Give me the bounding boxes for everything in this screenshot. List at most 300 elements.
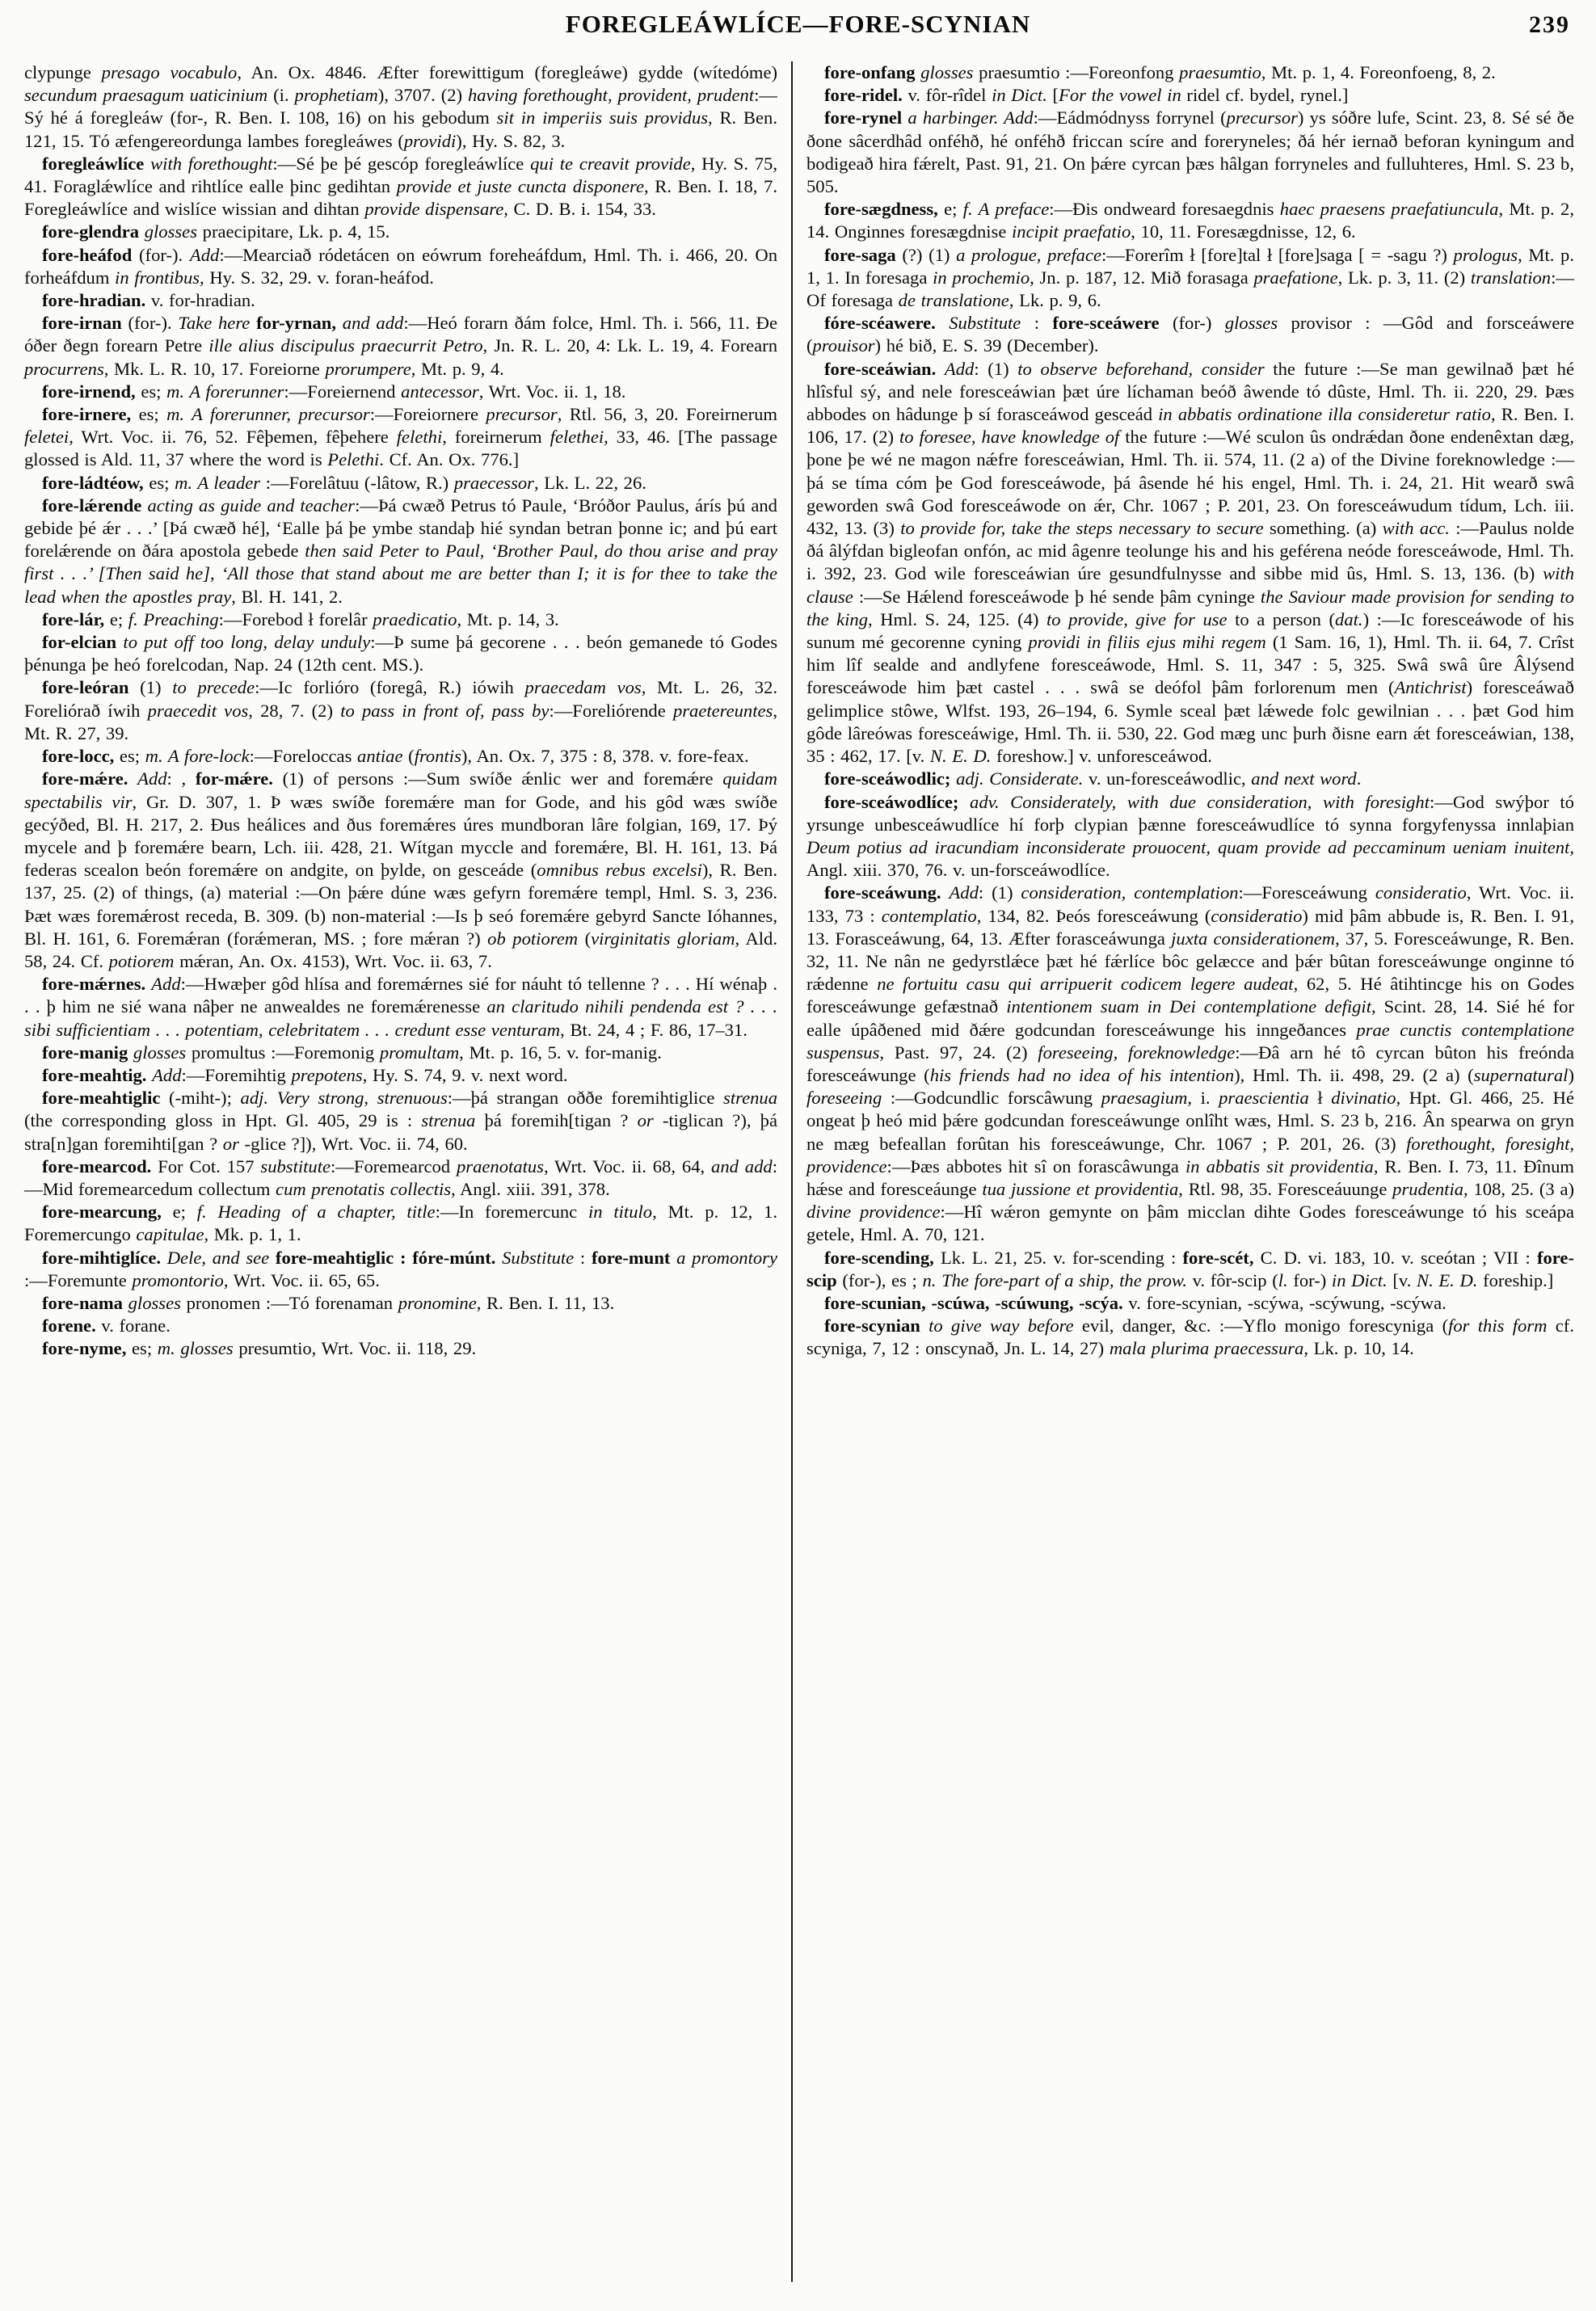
entry-text-segment: glosses [133,1042,192,1063]
entry-text-segment: to put off too long, delay unduly [123,632,371,653]
entry-text-segment: , Wrt. Voc. ii. 65, 65. [223,1269,380,1290]
entry-text-segment: (for-). [128,313,179,334]
entry-text-segment: , Lk. p. 9, 6. [1009,290,1101,311]
entry-text-segment: f. Heading of a chapter, title [196,1202,436,1223]
entry-headword: for-elcian [42,632,124,653]
entry-text-segment: glosses [128,1292,187,1313]
entry-text-segment: ( [402,746,415,767]
entry-text-segment: ) [1568,1064,1574,1085]
dictionary-entry [24,1064,777,1087]
entry-headword: fore-meahtiglic : fóre-múnt. [275,1247,503,1268]
entry-text-segment: , Mk. p. 1, 1. [204,1224,301,1245]
entry-text-segment: , Past. 97, 24. (2) [879,1042,1038,1063]
dictionary-entry [806,768,1574,790]
entry-text-segment: to precede [172,677,255,698]
entry-text-segment: strenua [723,1088,777,1109]
entry-text-segment: adj. Considerate. [956,768,1084,789]
dictionary-entry [806,312,1574,357]
entry-text-segment: m. A forerunner [166,381,284,402]
entry-text-segment: þá foremih[tigan ? [475,1110,638,1131]
entry-headword: fore-mǽre. [42,768,138,789]
entry-text-segment: cf. scyniga, 7, 12 : onscynað, Jn. L. 14, 27) [806,1315,1574,1359]
entry-text-segment: , Angl. xiii. 391, 378. [451,1178,610,1199]
entry-text-segment: (the corresponding gloss in Hpt. Gl. 405, 29 is : [24,1110,422,1131]
entry-text-segment: C. D. vi. 183, 10. v. sceótan ; VII : [1260,1247,1537,1268]
entry-text-segment: -glice ?]), Wrt. Voc. ii. 74, 60. [238,1133,468,1154]
entry-text-segment: Add [152,1064,182,1085]
entry-headword: fóre-scéawere. [824,313,950,334]
entry-text-segment: foreship.] [1477,1269,1554,1290]
entry-text-segment: ) :—Ic foresceáwode of his sunum mé gecorenne cyning [806,608,1574,653]
entry-text-segment: to give way before [929,1315,1074,1337]
entry-text-segment: to a person ( [1227,608,1336,629]
entry-text-segment: Add [189,244,220,265]
entry-text-segment: f. A preface [962,199,1050,220]
entry-text-segment: m. glosses [157,1338,239,1359]
entry-text-segment: cum prenotatis collectis [276,1178,452,1199]
dictionary-entry [24,1315,777,1337]
entry-text-segment: m. A leader [175,472,261,493]
entry-text-segment: in Dict. [992,85,1047,106]
entry-text-segment: For the vowel in [1059,85,1187,106]
entry-text-segment: prophetiam [294,85,378,106]
entry-text-segment: prae cunctis contemplatione suspensus [806,1019,1574,1063]
entry-text-segment: v. fore-scynian, -scýwa, -scýwung, -scýwa. [1128,1292,1447,1313]
entry-headword: fore-mearcod. [42,1156,158,1177]
entry-text-segment: :—þá strangan oððe foremihtiglice [447,1088,724,1109]
entry-text-segment: :—Sé þe þé gescóp foregleáwlíce [272,153,531,174]
entry-text-segment: praecedam vos [524,677,642,698]
dictionary-entry [24,312,777,381]
dictionary-entry [806,84,1574,107]
entry-text-segment: prepotens [291,1064,363,1085]
dictionary-entry [24,1247,777,1292]
entry-text-segment: , Lk. L. 22, 26. [533,472,646,493]
entry-headword: fore-hradian. [42,290,151,311]
entry-headword: fore-lár, [42,608,110,629]
entry-text-segment: , 108, 25. (3 a) [1463,1178,1574,1199]
entry-text-segment: e; [109,608,128,629]
entry-text-segment: a harbinger. Add [907,107,1034,128]
entry-text-segment: tua jussione et providentia [982,1178,1179,1199]
entry-headword: fore-manig [42,1042,133,1063]
entry-headword: fore-glendra [42,221,145,242]
entry-text-segment: Dele, and see [166,1247,276,1268]
entry-text-segment: adv. Considerately, with due consideration, with foresight [970,791,1430,812]
entry-text-segment: potiorem [108,950,175,971]
entry-text-segment: a promontory [676,1247,777,1268]
entry-text-segment: ) foresceáwað gelimplice stôwe, Wlfst. 193, 26–194, 6. Symle sceal þæt lǽwede folc gewilnian . . . þæt God him gôde lâreówas foresceáwige, Hml. Th. ii. 530, 22. God mæg unc þurh ðisne earn ǽt foresceáwian, 138, 35 : 462, 17. [v. [806,677,1574,767]
entry-text-segment: es; [132,1338,158,1359]
entry-text-segment: ), Hy. S. 82, 3. [456,130,566,151]
entry-headword: fore-scunian, -scúwa, -scúwung, -scýa. [824,1292,1129,1313]
entry-headword: fore-mǽrnes. [42,974,152,995]
entry-text-segment: Add [137,768,167,789]
dictionary-entry [24,289,777,312]
entry-text-segment: :—Foreiernend [284,381,402,402]
entry-text-segment: v. forane. [101,1315,171,1337]
entry-text-segment: :—Hwæþer gôd hlísa and foremǽrnes sié for náuht tó tellenne ? . . . Hí wénaþ . . . þ him ne sié wana nâþer ne anwealdes ne foremǽrenesse [24,974,778,1017]
entry-text-segment: precursor [1226,107,1298,128]
page-title: FOREGLEÁWLÍCE—FORE-SCYNIAN [565,10,1031,38]
entry-text-segment: es; [119,746,145,767]
entry-text-segment: :—Godcundlic forscâwung [882,1088,1101,1109]
entry-text-segment: : [574,1247,592,1268]
entry-headword: for-mǽre. [195,768,283,789]
entry-text-segment: providi in filiis ejus mihi regem [1028,632,1266,653]
entry-text-segment: :—God swýþor tó yrsunge unbesceáwudlíce hí forþ clypian þænne foresceáwudlíce tó synna forgyfenyssa innlaþian [806,791,1574,835]
entry-text-segment: , An. Ox. 4846. Æfter forewittigum (foregleáwe) gydde (wítedóme) [237,62,777,82]
entry-text-segment: (i. [267,85,295,106]
entry-text-segment: (for-). [139,244,190,265]
entry-text-segment: :—Foreloccas [249,746,358,767]
entry-text-segment: , 28, 7. (2) [248,700,341,721]
entry-text-segment: :—Foreiornere [369,404,486,425]
entry-text-segment: de translatione [898,290,1009,311]
entry-text-segment: his friends had no idea of his intention [929,1064,1235,1085]
entry-text-segment: , Wrt. Voc. ii. 76, 52. Fêþemen, fêþehere [69,427,397,448]
entry-text-segment: , Wrt. Voc. ii. 133, 73 : [806,882,1574,926]
entry-text-segment: in abbatis sit providentia [1185,1156,1374,1177]
entry-text-segment: mǽran, An. Ox. 4153), Wrt. Voc. ii. 63, 7. [174,950,492,971]
dictionary-entry [24,381,777,403]
entry-headword: fore-mihtiglíce. [42,1247,167,1268]
entry-text-segment: provisor : —Gôd and forsceáwere ( [806,313,1574,356]
entry-text-segment: presago vocabulo [101,62,238,82]
dictionary-entry [806,198,1574,243]
entry-text-segment: Substitute [502,1247,575,1268]
entry-text-segment: Add [151,974,181,995]
entry-text-segment: , Rtl. 98, 35. Foresceáuunge [1178,1178,1393,1199]
entry-text-segment: :—Ðâ arn hé tô cyrcan bûton his freónda foresceáwunge ( [806,1042,1574,1085]
entry-text-segment: clypunge [24,62,102,82]
entry-headword: fore-locc, [42,746,120,767]
entry-text-segment: promultus :—Foremonig [191,1042,380,1063]
entry-text-segment: a prologue, preface [956,244,1102,265]
page-header [0,0,1596,60]
entry-text-segment: , R. Ben. 121, 15. Tó æfengereordunga lambes foregleáwes ( [24,107,777,151]
entry-headword: fore-ládtéow, [42,472,149,493]
entry-text-segment: to provide, give for use [1046,608,1228,629]
entry-text-segment: ) ys sóðre lufe, Scint. 23, 8. Sé sé ðe ðone sâcerdhâd onféhð, hé onféhð friccan scíre and foreryneles; ðá hér iernað beforan kyningum and bodigeað hira fǽrelt, Past. 91, 21. On þǽre cyrcan þæs hâlgan forryneles and fulluhteres, Hml. S. 23 b, 505. [806,107,1575,197]
entry-text-segment: , Mt. p. 12, 1. Foremercungo [24,1202,777,1245]
entry-text-segment: Deum potius ad iracundiam inconsiderate prouocent, quam provide ad peccaminum ueniam inuitent [806,836,1570,857]
entry-text-segment: for this form [1448,1315,1548,1337]
entry-text-segment: or [222,1133,239,1154]
entry-text-segment: :—Foremearcod [331,1156,457,1177]
entry-text-segment: -tiglican ?), þá stra[n]gan foremihti[gan ? [24,1110,778,1154]
entry-text-segment: :—Þæs abbotes hit sî on forascâwunga [886,1156,1185,1177]
entry-text-segment: in titulo [588,1202,653,1223]
dictionary-entry [806,791,1574,882]
entry-text-segment: to provide for, take the steps necessary to secure [900,518,1264,539]
entry-text-segment: :—Eádmódnyss forrynel ( [1033,107,1227,128]
dictionary-entry [806,1247,1574,1292]
entry-text-segment: quidam spectabilis vir [24,768,777,812]
entry-headword: fore-sceáwere [1052,313,1173,334]
dictionary-entry [24,403,777,472]
entry-text-segment: forethought, foresight, providence [806,1133,1574,1177]
entry-headword: fore-lǽrende [42,495,148,516]
entry-text-segment: : , [166,768,196,789]
entry-text-segment: n. The fore-part of a ship, the prow. [922,1269,1187,1290]
entry-headword: fore-scending, [824,1247,941,1268]
entry-text-segment: providi [403,130,457,151]
entry-text-segment: glosses [920,62,979,82]
entry-text-segment: procurrens [24,358,104,379]
entry-text-segment: an claritudo nihili pendenda est ? . . . sibi sufficientiam . . . potentiam, celebritatem . . . credunt esse venturam [24,996,777,1040]
entry-headword: fore-heáfod [42,244,140,265]
entry-text-segment: , R. Ben. I. 106, 17. (2) [806,404,1574,448]
entry-text-segment: praecessor [453,472,534,493]
entry-text-segment: , foreirnerum [442,427,550,448]
entry-text-segment: promultam [379,1042,460,1063]
entry-headword: fore-meahtiglic [42,1088,170,1109]
entry-headword: fore-irnere, [42,404,139,425]
entry-text-segment: ( [578,928,592,949]
dictionary-entry [806,244,1574,313]
entry-text-segment: , Hml. S. 24, 125. (4) [868,608,1046,629]
entry-text-segment: ), Hml. Th. ii. 498, 29. (2 a) ( [1234,1064,1474,1085]
entry-text-segment: :—In foremercunc [435,1202,588,1223]
entry-text-segment: [v. [1387,1269,1417,1290]
entry-text-segment: , Hy. S. 32, 29. v. foran-heáfod. [200,267,434,288]
entry-text-segment: with clause [806,563,1574,607]
entry-text-segment: Add [949,882,979,903]
entry-headword: fore-nyme, [42,1338,133,1359]
entry-text-segment: , 134, 82. Þeós foresceáwung ( [976,905,1211,926]
entry-text-segment: qui te creavit provide [530,153,691,174]
entry-text-segment: v. for-hradian. [150,290,255,311]
entry-text-segment: (?) (1) [902,244,957,265]
dictionary-entry [806,358,1574,768]
entry-text-segment: , Jn. R. L. 20, 4: Lk. L. 19, 4. Forearn [482,335,777,356]
entry-text-segment: prologus [1453,244,1518,265]
entry-text-segment: pronomen :—Tó forenaman [186,1292,398,1313]
entry-text-segment: haec praesens praefatiuncula [1279,199,1499,220]
entry-text-segment: Take here [178,313,257,334]
dictionary-entry [806,1292,1574,1315]
entry-text-segment: feletei [24,427,69,448]
entry-text-segment: : [1021,313,1053,334]
dictionary-entry [24,973,777,1042]
entry-text-segment: , Ald. 58, 24. Cf. [24,928,777,971]
entry-headword: fore-scét, [1182,1247,1261,1268]
entry-headword: fore-saga [824,244,903,265]
entry-text-segment: , Mk. L. R. 10, 17. Foreiorne [103,358,326,379]
entry-text-segment: secundum praesagum uaticinium [24,85,268,106]
entry-text-segment: , Lk. p. 3, 11. (2) [1337,267,1471,288]
entry-text-segment: with acc. [1382,518,1450,539]
entry-text-segment: consideratio [1211,905,1303,926]
entry-text-segment: es; [138,404,167,425]
entry-text-segment: :—Forebod ł forelâr [218,608,373,629]
entry-text-segment: , R. Ben. I. 18, 7. Foregleáwlíce and wislíce wissian and dihtan [24,176,778,220]
entry-text-segment: antecessor [401,381,479,402]
entry-text-segment: provide et juste cuncta disponere [396,176,644,197]
entry-text-segment: in abbatis ordinatione illa consideretur ratio [1158,404,1491,425]
entry-text-segment: :—Foreliórende [549,700,673,721]
entry-text-segment: , Mt. L. 26, 32. Foreliórað íwih [24,677,778,721]
entry-text-segment: and add [711,1156,773,1177]
dictionary-entry [24,472,777,495]
entry-text-segment: [ [1046,85,1059,106]
entry-text-segment: ) hé bið, E. S. 39 (December). [874,335,1099,356]
entry-text-segment: praescientia [1219,1088,1309,1109]
entry-text-segment: e; [172,1202,197,1223]
entry-text-segment: , i. [1187,1088,1219,1109]
entry-text-segment: to observe beforehand, consider [1017,358,1265,379]
entry-text-segment: capitulae [136,1224,204,1245]
dictionary-entry [24,1042,777,1064]
entry-text-segment: . [1356,768,1362,789]
entry-text-segment: for-) [1287,1269,1332,1290]
dictionary-entry [806,61,1574,84]
entry-text-segment: :—Se Hǽlend foresceáwode þ hé sende þâm cyninge [853,586,1261,607]
entry-text-segment: , R. Ben. I. 11, 13. [476,1292,615,1313]
entry-text-segment: , Hpt. Gl. 466, 25. Hé ongeat þ heó mid þǽre godcundan foresceáwunge onlîht wæs, Hml. S. 23 b, 216. Ân spearwa on gryn ne mæg befeallan forûtan his foresceáwunge, Chr. 1067 ; P. 201, 26. (3) [806,1088,1574,1154]
entry-text-segment: m. A fore-lock [145,746,250,767]
dictionary-entry [806,1315,1574,1360]
entry-text-segment: :—Of foresaga [806,267,1574,311]
entry-text-segment: something. (a) [1263,518,1383,539]
entry-text-segment: , Mt. p. 9, 4. [411,358,504,379]
entry-headword: fore-scip [806,1247,1574,1290]
dictionary-entry [24,1201,777,1246]
entry-text-segment: juxta considerationem [1171,928,1336,949]
dictionary-entry [24,608,777,631]
dictionary-entry [24,768,777,973]
entry-text-segment: pronomine [398,1292,477,1313]
entry-headword: fore-sceáwung. [824,882,950,903]
entry-text-segment: evil, danger, &c. :—Yflo monigo forescyniga ( [1073,1315,1449,1337]
entry-text-segment: the future :—Se man gewilnað þæt hé hlîsful sý, and nele foresceáwian þæt úre líchaman beóð âwende tó dûste, Hml. Th. ii. 220, 29. Þæs abbodes on hâdunge þ sí forasceáwod gesceád [806,358,1574,425]
entry-text-segment: incipit praefatio [1012,221,1131,242]
entry-text-segment: :—Mid foremearcedum collectum [24,1156,777,1199]
entry-text-segment: , 62, 5. Hé âtihtincge his on Godes foresceáwunge gefæstnað [806,974,1574,1017]
entry-text-segment: v. un-foresceáwodlic, [1083,768,1252,789]
entry-text-segment: the Saviour made provision for sending to the king [806,586,1574,629]
entry-text-segment: , Jn. p. 187, 12. Mið forasaga [1030,267,1254,288]
entry-headword: for-yrnan, [256,313,343,334]
entry-text-segment: :—Paulus nolde ðá âlýfdan bigleofan onfón, ac mid âgenre teolunge his and his geférena neóde foresceáwode, Hml. Th. i. 392, 23. God wile foresceáwian úre gesundfulnysse and sibbe mid ûs, Hml. S. 13, 136. (b) [806,518,1574,584]
entry-text-segment: praenotatus [457,1156,544,1177]
entry-text-segment: praesagium [1101,1088,1188,1109]
entry-text-segment: ł [1308,1088,1332,1109]
entry-text-segment: contemplatio [881,905,977,926]
entry-text-segment: ridel cf. bydel, rynel.] [1186,85,1349,106]
entry-text-segment: in prochemio [933,267,1030,288]
entry-text-segment: , Scint. 28, 14. Sié hé for ealle úpâðened mid ðǽre godcundan foresceáwunge his inngeðances [806,996,1574,1040]
dictionary-entry [24,1087,777,1156]
entry-text-segment: and next word [1251,768,1357,789]
entry-text-segment: :—Foremunte [24,1269,133,1290]
entry-text-segment: ), R. Ben. 137, 25. (2) of things, (a) material :—On þǽre dúne wæs gefyrn foremǽre templ, Hml. S. 3, 236. Þæt wæs foremǽrost receda, B. 309. (b) non-material :—Is þ seó foremǽre gebyrd Sancte Ióhannes, Bl. H. 161, 6. Foremǽran (forǽmeran, MS. ; fore mǽran ?) [24,860,778,949]
entry-text-segment: :—Sý hé á foregleáw (for-, R. Ben. I. 108, 16) on his gebodum [24,85,777,128]
entry-text-segment: es; [141,381,167,402]
entry-headword: fore-scynian [824,1315,929,1337]
entry-text-segment: dat. [1335,608,1363,629]
entry-text-segment: sit in imperiis suis providus [496,107,709,128]
entry-text-segment: frontis [414,746,461,767]
dictionary-entry [806,107,1574,198]
entry-text-segment: consideration, contemplation [1021,882,1239,903]
entry-text-segment: , Bt. 24, 4 ; F. 86, 17–31. [560,1019,747,1040]
dictionary-entry [24,153,777,221]
dictionary-entry [24,495,777,608]
entry-text-segment: adj. Very strong, strenuous [240,1088,448,1109]
entry-text-segment: substitute [260,1156,331,1177]
entry-text-segment: (-miht-); [169,1088,241,1109]
entry-text-segment: , Wrt. Voc. ii. 68, 64, [543,1156,712,1177]
dictionary-entry [806,882,1574,1246]
dictionary-entry [24,244,777,289]
entry-text-segment: glosses [144,221,203,242]
entry-text-segment: , Rtl. 56, 3, 20. Foreirnerum [557,404,777,425]
entry-text-segment: l. [1278,1269,1288,1290]
entry-text-segment: , Mt. p. 14, 3. [457,608,559,629]
entry-text-segment: , Mt. p. 1, 1. In foresaga [806,244,1574,288]
entry-text-segment: strenua [421,1110,476,1131]
dictionary-entry [24,1156,777,1201]
entry-headword: fore-meahtig. [42,1064,153,1085]
entry-text-segment: (1) [140,677,173,698]
entry-headword: fore-sceáwodlíce; [824,791,971,812]
entry-text-segment: (1) of persons :—Sum swíðe ǽnlic wer and foremǽre [282,768,723,789]
entry-text-segment: , 10, 11. Foresægdnisse, 12, 6. [1131,221,1356,242]
entry-headword: fore-sægdness, [824,199,945,220]
entry-text-segment: :—Mearciað ródetácen on eówrum foreheáfdum, Hml. Th. i. 466, 20. On forheáfdum [24,244,777,288]
entry-headword: fore-munt [591,1247,677,1268]
entry-text-segment: , C. D. B. i. 154, 33. [503,199,656,220]
entry-text-segment: :—Foremihtig [181,1064,292,1085]
entry-headword: fore-nama [42,1292,128,1313]
entry-text-segment: :—Heó forarn ðám folce, Hml. Th. i. 566, 11. Ðe óðer ðegn forearn Petre [24,313,777,356]
entry-text-segment: , Hy. S. 75, 41. Foraglǽwlíce and rihtlíce ealle þinc gedihtan [24,153,777,197]
entry-text-segment: acting as guide and teacher [147,495,356,516]
entry-text-segment: ob potiorem [487,928,579,949]
entry-text-segment: , Lk. p. 10, 14. [1303,1338,1414,1359]
dictionary-entry [24,1337,777,1360]
entry-text-segment: in frontibus [115,267,200,288]
entry-text-segment: Substitute [949,313,1021,334]
entry-text-segment: :—Forelâtuu (-lâtow, R.) [260,472,454,493]
entry-text-segment: , Mt. p. 1, 4. Foreonfoeng, 8, 2. [1261,62,1496,82]
entry-text-segment: presumtio, Wrt. Voc. ii. 118, 29. [238,1338,477,1359]
dictionary-entry [24,221,777,243]
entry-text-segment: praesumtio [1179,62,1261,82]
entry-text-segment: N. E. D. [1417,1269,1478,1290]
entry-text-segment: praefatione [1253,267,1338,288]
entry-text-segment: , Hy. S. 74, 9. v. next word. [362,1064,568,1085]
column-divider [791,61,793,2282]
entry-text-segment: provide dispensare [364,199,504,220]
entry-text-segment: For Cot. 157 [158,1156,261,1177]
dictionary-entry [24,631,777,676]
column-left [24,61,777,2282]
entry-text-segment: ) mid þâm abbude is, R. Ben. I. 91, 13. Forasceáwung, 64, 13. Æfter forasceáwunga [806,905,1574,949]
entry-text-segment: :—Þá cwæð Petrus tó Paule, ‘Bróðor Paulus, árís þú and gebide þé ǽr . . .’ [Þá cwæð hé], ‘Ealle þá þe ymbe standaþ hié syndan betran þonne ic; and þú eart forelǽrende on ðára apostola gebede [24,495,777,562]
entry-headword: fore-leóran [42,677,141,698]
entry-text-segment: es; [149,472,175,493]
page-number: 239 [1529,11,1570,38]
entry-text-segment: , Mt. p. 16, 5. v. for-manig. [459,1042,662,1063]
entry-text-segment: . Cf. An. Ox. 776.] [379,449,520,470]
entry-text-segment: foreseeing [806,1088,882,1109]
entry-text-segment: in Dict. [1331,1269,1388,1290]
entry-text-segment: or [637,1110,654,1131]
entry-text-segment: , R. Ben. I. 73, 11. Ðînum hǽse and foresceáunge [806,1156,1574,1199]
